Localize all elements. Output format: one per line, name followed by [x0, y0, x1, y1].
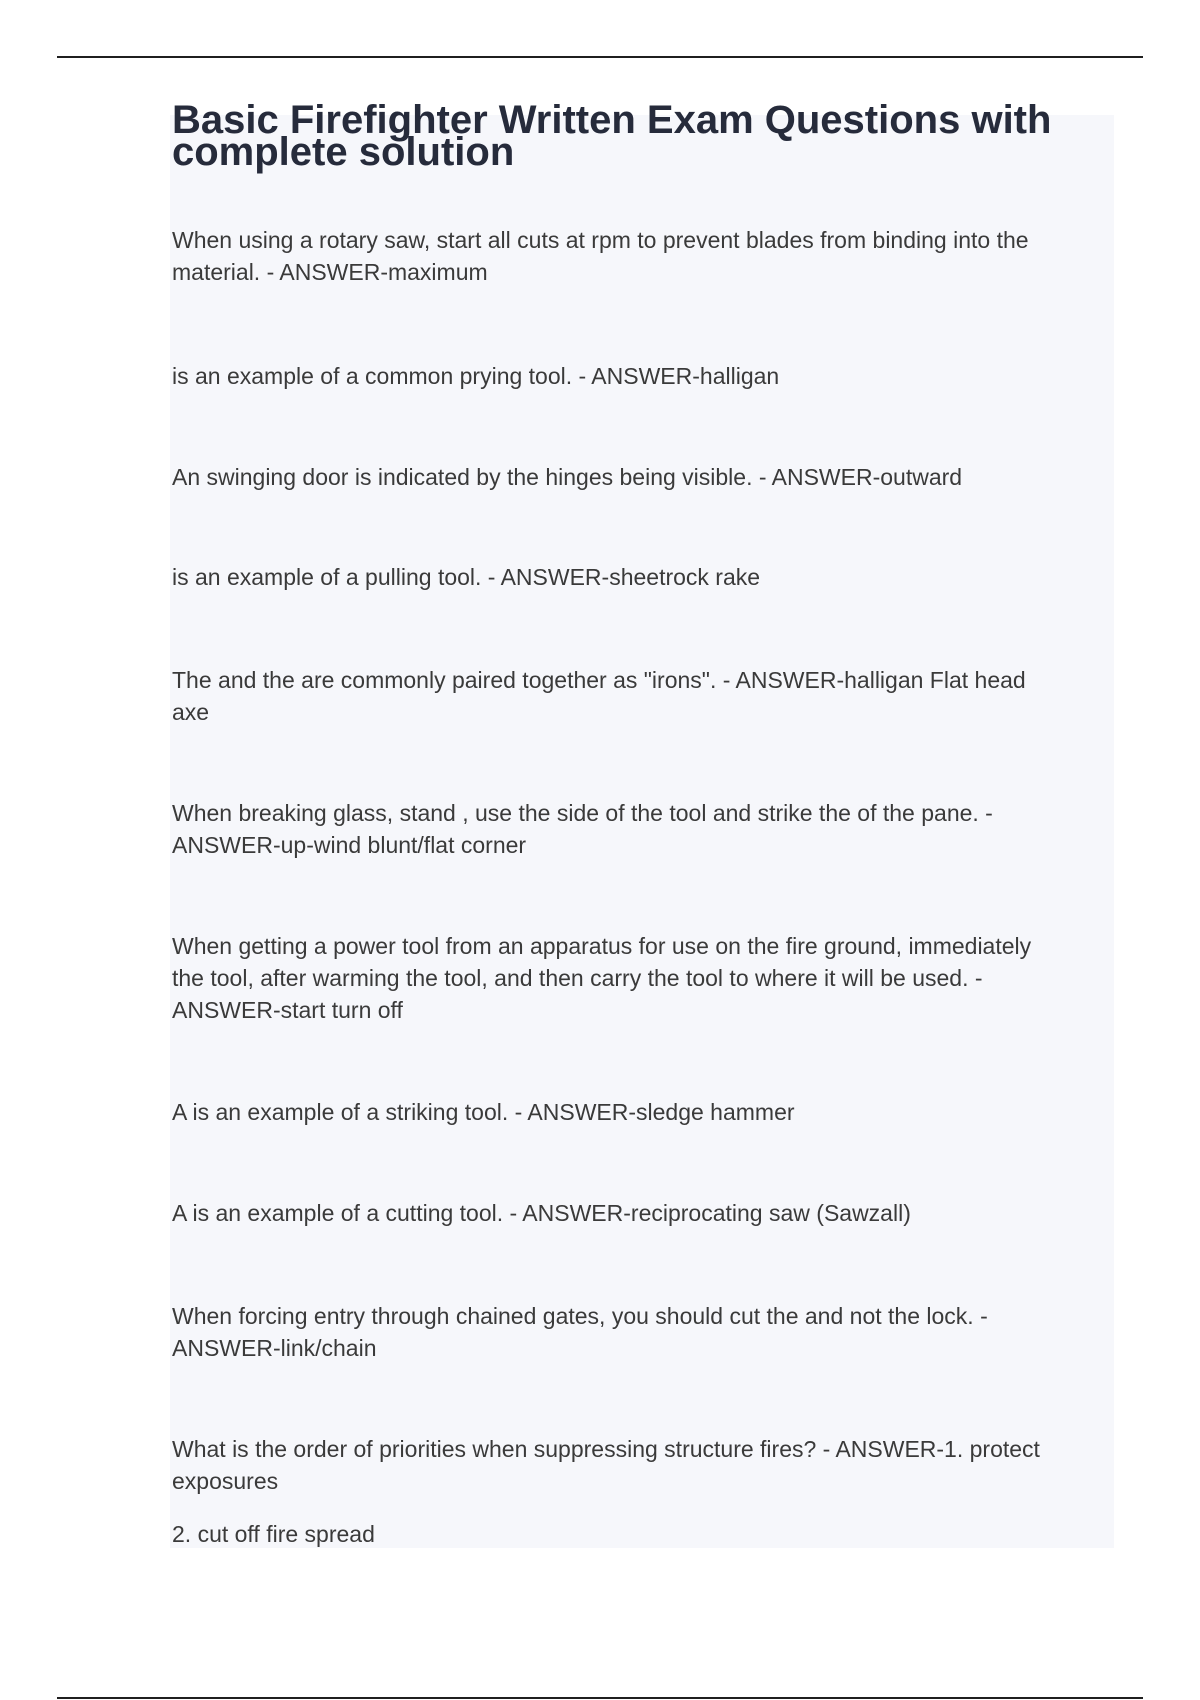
qa-entry: [172, 664, 1107, 728]
qa-entry: [172, 1518, 1107, 1550]
bottom-rule: [57, 1697, 1143, 1699]
qa-line: ANSWER-start turn off: [172, 997, 403, 1023]
qa-line: What is the order of priorities when suppressing structure fires? - ANSWER-1. protect: [172, 1436, 1040, 1462]
qa-entry: [172, 930, 1107, 1026]
qa-line: material. - ANSWER-maximum: [172, 259, 488, 285]
qa-line: is an example of a pulling tool. - ANSWER-sheetrock rake: [172, 564, 761, 590]
qa-entry: [172, 1096, 1107, 1128]
qa-line: axe: [172, 699, 210, 725]
qa-line: ANSWER-link/chain: [172, 1335, 377, 1361]
qa-line: 2. cut off fire spread: [172, 1521, 375, 1547]
document-title: Basic Firefighter Written Exam Questions with complete solution: [172, 98, 1052, 174]
qa-entry: [172, 1433, 1107, 1497]
qa-line: exposures: [172, 1468, 279, 1494]
qa-entry: [172, 461, 1107, 493]
qa-line: ANSWER-up-wind blunt/flat corner: [172, 832, 527, 858]
qa-line: is an example of a common prying tool. - ANSWER-halligan: [172, 363, 780, 389]
qa-entry: [172, 797, 1107, 861]
top-rule: [57, 56, 1143, 58]
qa-line: When getting a power tool from an apparatus for use on the fire ground, immediately: [172, 933, 1032, 959]
qa-line: When forcing entry through chained gates, you should cut the and not the lock. -: [172, 1303, 988, 1329]
qa-entry: [172, 360, 1107, 392]
qa-entry: [172, 1197, 1107, 1229]
qa-entry: [172, 561, 1107, 593]
qa-line: When using a rotary saw, start all cuts at rpm to prevent blades from binding into the: [172, 227, 1029, 253]
qa-entry: [172, 224, 1107, 288]
qa-line: When breaking glass, stand , use the side of the tool and strike the of the pane. -: [172, 800, 993, 826]
qa-line: A is an example of a striking tool. - ANSWER-sledge hammer: [172, 1099, 795, 1125]
qa-entry: [172, 1300, 1107, 1364]
qa-line: A is an example of a cutting tool. - ANSWER-reciprocating saw (Sawzall): [172, 1200, 911, 1226]
qa-line: An swinging door is indicated by the hinges being visible. - ANSWER-outward: [172, 464, 963, 490]
qa-line: the tool, after warming the tool, and then carry the tool to where it will be used. -: [172, 965, 983, 991]
qa-line: The and the are commonly paired together as "irons". - ANSWER-halligan Flat head: [172, 667, 1026, 693]
